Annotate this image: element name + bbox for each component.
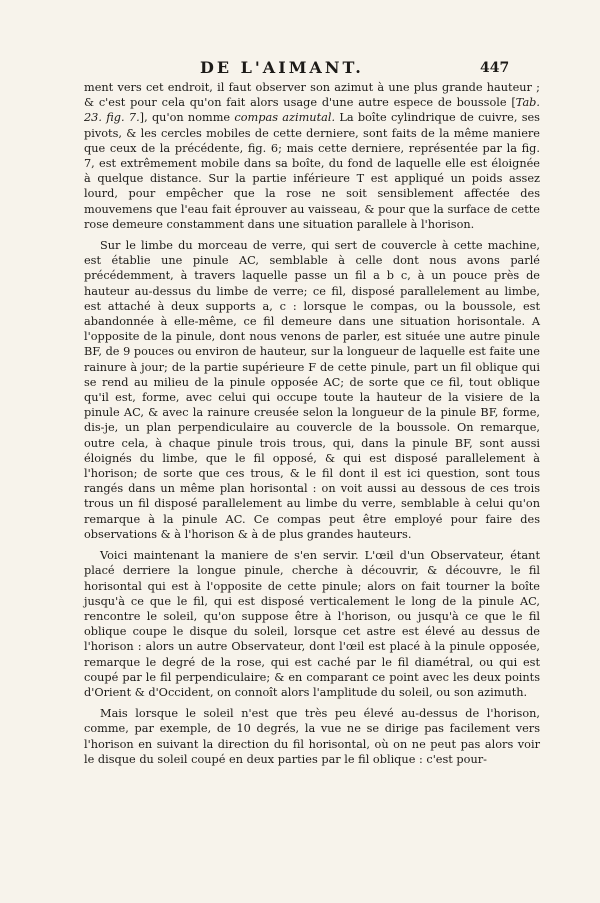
paragraph-3: [84, 548, 540, 700]
paragraph-1: [84, 80, 540, 232]
running-title: DE L'AIMANT.: [200, 58, 364, 77]
term-compas-azimutal: compas azimutal.: [234, 111, 336, 125]
paragraph-2: [84, 238, 540, 542]
body-text: [84, 80, 540, 767]
page-number: 447: [480, 60, 510, 76]
text-run: Sur le limbe du morceau de verre, qui sert de couvercle à cette machine, est établie une pinule AC, semblable à celle dont nous avons parlé précédemment, à travers laquelle passe un fil a b c, à un pouce près de hauteur au-dessus du limbe de verre; ce fil, disposé parallelement au limbe, est attaché à deux supports a, c : lorsque le compas, ou la boussole, est abandonnée à elle-même, ce fil demeure dans une situation horisontale. A l'opposite de la pinule, dont nous venons de parler, est située une autre pinule BF, de 9 pouces ou environ de hauteur, sur la longueur de laquelle est faite une rainure à jour; de la partie supérieure F de cette pinule, part un fil oblique qui se rend au milieu de la pinule opposée AC; de sorte que ce fil, tout oblique qu'il est, forme, avec celui qui occupe toute la hauteur de la visiere de la pinule AC, & avec la rainure creusée selon la longueur de la pinule BF, forme, dis-je, un plan perpendiculaire au couvercle de la boussole. On remarque, outre cela, à chaque pinule trois trous, qui, dans la pinule BF, sont aussi éloignés du limbe, que le fil opposé, & qui est disposé parallelement à l'horison; de sorte que ces trous, & le fil dont il est ici question, sont tous rangés dans un même plan horisontal : on voit aussi au dessous de ces trois trous un fil disposé parallelement au limbe du verre, semblable à celui qu'on remarque à la pinule AC. Ce compas peut être employé pour faire des observations & à l'horison & à de plus grandes hauteurs.: [84, 239, 540, 541]
text-run: Voici maintenant la maniere de s'en servir. L'œil d'un Observateur, étant placé derriere la longue pinule, cherche à découvrir, & découvre, le fil horisontal qui est à l'opposite de cette pinule; alors on fait tourner la boîte jusqu'à ce que le fil, qui est disposé verticalement le long de la pinule AC, rencontre le soleil, qu'on suppose être à l'horison, ou jusqu'à ce que le fil oblique coupe le disque du soleil, lorsque cet astre est élevé au dessus de l'horison : alors un autre Observateur, dont l'œil est placé à la pinule opposée, remarque le degré de la rose, qui est caché par le fil diamétral, ou qui est coupé par le fil perpendiculaire; & en comparant ce point avec les deux points d'Orient & d'Occident, on connoît alors l'amplitude du soleil, ou son azimuth.: [84, 549, 540, 699]
text-run: ment vers cet endroit, il faut observer son azimut à une plus grande hauteur ; & c'est pour cela qu'on fait alors usage d'une autre espece de boussole [: [84, 81, 540, 110]
text-run: La boîte cylindrique de cuivre, ses pivots, & les cercles mobiles de cette derniere, sont faits de la même maniere que ceux de la précédente, fig. 6; mais cette derniere, représentée par la fig. 7, est extrêmement mobile dans sa boîte, du fond de laquelle elle est éloignée à quelque distance. Sur la partie inférieure T est appliqué un poids assez lourd, pour empêcher que la rose ne soit sensiblement affectée des mouvemens que l'eau fait éprouver au vaisseau, & pour que la surface de cette rose demeure constamment dans une situation parallele à l'horison.: [84, 111, 540, 231]
figure-reference: Tab. 23. fig. 7.: [84, 96, 540, 125]
text-run: ], qu'on nomme: [139, 111, 235, 125]
text-run: Mais lorsque le soleil n'est que très peu élevé au-dessus de l'horison, comme, par exemple, de 10 degrés, la vue ne se dirige pas facilement vers l'horison en suivant la direction du fil horisontal, où on ne peut pas alors voir le disque du soleil coupé en deux parties par le fil oblique : c'est pour-: [84, 707, 540, 766]
paragraph-4: [84, 706, 540, 767]
